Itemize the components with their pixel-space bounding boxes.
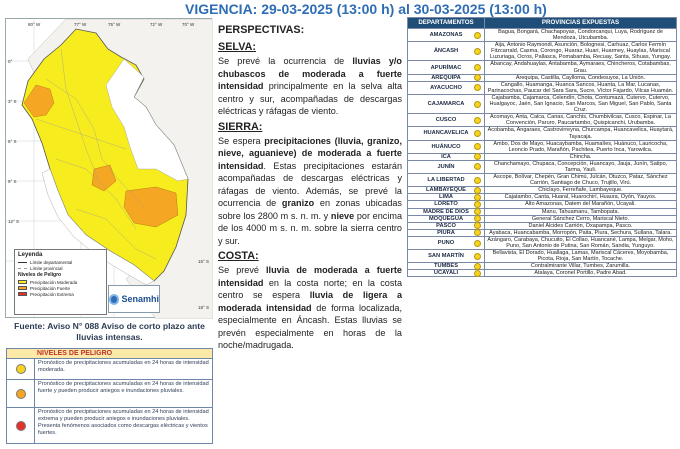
provinces-cell: Chincha. [485, 153, 677, 160]
department-name: PASCO [436, 222, 456, 229]
map-caption: Fuente: Aviso N° 088 Aviso de corto plazo ante lluvias intensas. [14, 321, 205, 342]
provinces-cell: Bagua, Bongará, Chachapoyas, Condorcanqui, Luya, Rodríguez de Mendoza, Utcubamba. [485, 29, 677, 42]
legend-level: Precipitación Fuerte [18, 285, 103, 291]
provinces-cell: Abancay, Andahuaylas, Antabamba, Aymaraes, Chincheros, Cotabambas, Grau. [485, 61, 677, 74]
provinces-cell: Contralmirante Villar, Tumbes, Zarumilla. [485, 263, 677, 270]
sierra-text: Se espera precipitaciones (lluvia, granizo, nieve, aguanieve) de moderada a fuerte intensidad. Estas precipitaciones estarán acompañadas de descargas eléctricas y ráfagas de viento. Además, se prevé la ocurrencia de granizo en zonas ubicadas sobre los 2800 m s. n. m. y nieve por encima de los 4000 m s. n. m. sobre la sierra centro y sur. [218, 135, 403, 246]
provinces-cell: Bellavista, El Dorado, Huallaga, Lamas, Mariscal Cáceres, Moyobamba, Picota, Rioja, San Martín, Tocache. [485, 250, 677, 263]
header-provincias: PROVINCIAS EXPUESTAS [485, 18, 677, 29]
yellow-circle-icon [474, 130, 481, 137]
hazard-level-row: Pronóstico de precipitaciones acumuladas en 24 horas de intensidad extrema y pueden producir aniegos e inundaciones pluviales. Presenta fenómenos asociados como descargas eléctricas y vientos fuertes. [7, 408, 212, 443]
legend-level: Precipitación Extrema [18, 291, 103, 297]
table-row [408, 263, 677, 270]
department-name: PUNO [437, 239, 455, 246]
department-cell [408, 127, 485, 140]
department-name: AYACUCHO [430, 84, 462, 91]
legend-item: Límite departamental [18, 259, 103, 265]
provinces-cell: Acobamba, Angaraes, Castrovirreyna, Churcampa, Huancavelica, Huaytará, Tayacaja. [485, 127, 677, 140]
perspectivas-section [218, 21, 402, 352]
lat-label: 12° S [8, 219, 20, 224]
departments-table [407, 17, 677, 277]
yellow-circle-icon [474, 84, 481, 91]
yellow-circle-icon [474, 177, 481, 184]
department-name: ICA [441, 153, 451, 160]
table-row [408, 140, 677, 153]
department-name: PIURA [437, 229, 455, 236]
yellow-circle-icon [474, 32, 481, 39]
table-row [408, 174, 677, 187]
lat-label: 0° [8, 59, 13, 64]
department-cell [408, 215, 485, 222]
department-name: LORETO [434, 201, 458, 208]
yellow-circle-icon [474, 101, 481, 108]
table-row [408, 74, 677, 81]
provinces-cell: Alto Amazonas, Datem del Marañón, Ucayali. [485, 201, 677, 208]
selva-text: Se prevé la ocurrencia de lluvias y/o chubascos de moderada a fuerte intensidad principalmente en la selva alta centro y sur, acompañadas de descargas eléctricas y ráfagas de viento. [218, 56, 402, 116]
department-name: APURÍMAC [430, 64, 462, 71]
department-name: AREQUIPA [431, 74, 461, 81]
department-cell [408, 250, 485, 263]
department-name: CUSCO [435, 117, 457, 124]
lat-label: 18° S [198, 305, 210, 310]
department-cell [408, 42, 485, 61]
department-cell [408, 140, 485, 153]
legend-title: Leyenda [18, 252, 43, 258]
yellow-circle-icon [16, 364, 26, 374]
lon-label: 75° W [108, 22, 121, 27]
department-cell [408, 94, 485, 113]
department-name: TUMBES [433, 263, 458, 270]
table-row [408, 194, 677, 201]
provinces-cell: Acomayo, Anta, Calca, Canas, Canchis, Chumbivilcas, Cusco, Espinar, La Convención, Paruro, Paucartambo, Quispicanchi, Urubamba. [485, 114, 677, 127]
table-row [408, 42, 677, 61]
department-cell [408, 160, 485, 173]
department-name: HUÁNUCO [431, 143, 461, 150]
costa-heading: COSTA: [218, 250, 259, 262]
hazard-levels-box [6, 348, 213, 444]
provinces-cell: Cajabamba, Cajamarca, Celendín, Chota, Contumazá, Cutervo, Cutervo, Hualgayoc, Jaén, San Ignacio, San Marcos, San Miguel, San Pablo, Santa Cruz. [485, 94, 677, 113]
table-row [408, 29, 677, 42]
department-cell [408, 153, 485, 160]
lon-label: 77° W [74, 22, 87, 27]
department-cell [408, 208, 485, 215]
lat-label: 15° S [198, 259, 210, 264]
department-name: JUNÍN [437, 163, 455, 170]
hazard-level-row: Pronóstico de precipitaciones acumuladas en 24 horas de intensidad moderada. [7, 359, 212, 380]
department-cell [408, 236, 485, 249]
yellow-circle-icon [474, 48, 481, 55]
departments-table-body [408, 29, 677, 277]
department-cell [408, 74, 485, 81]
yellow-circle-icon [474, 215, 481, 222]
table-row [408, 114, 677, 127]
provinces-cell: Atalaya, Coronel Portillo, Padre Abad. [485, 270, 677, 277]
department-name: LA LIBERTAD [427, 177, 465, 184]
table-row [408, 127, 677, 140]
yellow-circle-icon [474, 187, 481, 194]
provinces-cell: Chiclayo, Ferreñafe, Lambayeque. [485, 187, 677, 194]
table-row [408, 160, 677, 173]
department-name: HUANCAVELICA [423, 130, 469, 137]
hazard-level-row: Pronóstico de precipitaciones acumuladas en 24 horas de intensidad fuerte y pueden producir aniegos e inundaciones pluviales. [7, 380, 212, 408]
yellow-circle-icon [474, 163, 481, 170]
selva-heading: SELVA: [218, 41, 256, 53]
lon-label: 70° W [182, 22, 195, 27]
legend-item: Límite provincial [18, 265, 103, 271]
yellow-circle-icon [474, 208, 481, 215]
provinces-cell: Ambo, Dos de Mayo, Huacaybamba, Huamalíes, Huánuco, Lauricocha, Leoncio Prado, Marañón, Pachitea, Puerto Inca, Yarowilca. [485, 140, 677, 153]
table-row [408, 81, 677, 94]
yellow-circle-icon [474, 270, 481, 277]
department-name: LIMA [439, 194, 453, 201]
yellow-circle-icon [474, 253, 481, 260]
department-cell [408, 61, 485, 74]
department-cell [408, 174, 485, 187]
provinces-cell: Cangallo, Huamanga, Huanca Sancos, Huanta, La Mar, Lucanas, Parinacochas, Paucar del Sara Sara, Sucre, Víctor Fajardo, Vilcas Huamán. [485, 81, 677, 94]
department-cell [408, 187, 485, 194]
provinces-cell: Daniel Alcides Carrión, Oxapampa, Pasco. [485, 222, 677, 229]
department-name: ÁNCASH [433, 48, 459, 55]
yellow-circle-icon [474, 194, 481, 201]
table-header [408, 18, 677, 29]
department-cell [408, 229, 485, 236]
department-cell [408, 29, 485, 42]
department-cell [408, 222, 485, 229]
table-row [408, 153, 677, 160]
sierra-heading: SIERRA: [218, 120, 263, 133]
department-name: SAN MARTÍN [428, 253, 464, 260]
provinces-cell: Arequipa, Castilla, Caylloma, Condesuyos, La Unión. [485, 74, 677, 81]
table-row [408, 270, 677, 277]
provinces-cell: Cajatambo, Canta, Huaral, Huarochirí, Huaura, Oyón, Yauyos. [485, 194, 677, 201]
lat-label: 3° S [8, 99, 17, 104]
yellow-circle-icon [474, 263, 481, 270]
yellow-circle-icon [474, 229, 481, 236]
yellow-circle-icon [474, 64, 481, 71]
lon-label: 72° W [150, 22, 163, 27]
legend-level: Precipitación Moderada [18, 279, 103, 285]
table-row [408, 236, 677, 249]
department-cell [408, 81, 485, 94]
lat-label: 6° S [8, 139, 17, 144]
table-row [408, 61, 677, 74]
table-row [408, 201, 677, 208]
table-row [408, 222, 677, 229]
department-cell [408, 114, 485, 127]
costa-text: Se prevé lluvia de moderada a fuerte intensidad en la costa norte; en la costa centro se espera lluvia de ligera a moderada intensidad de forma localizada, especialmente en Áncash. Estas lluvias se prevén especialmente en horas de la noche/madrugada. [218, 265, 402, 350]
department-cell [408, 263, 485, 270]
department-name: MADRE DE DIOS [423, 208, 469, 215]
department-cell [408, 201, 485, 208]
yellow-circle-icon [474, 201, 481, 208]
orange-circle-icon [16, 389, 26, 399]
table-row [408, 94, 677, 113]
yellow-circle-icon [474, 240, 481, 247]
provinces-cell: Ayabaca, Huancabamba, Morropón, Paita, Piura, Sechura, Sullana, Talara. [485, 229, 677, 236]
department-name: CAJAMARCA [427, 101, 465, 108]
perspectivas-title: PERSPECTIVAS: [218, 24, 305, 36]
legend-levels-title: Niveles de Peligro [18, 272, 62, 278]
provinces-cell: Azángaro, Carabaya, Chucuito, El Collao, Huancané, Lampa, Melgar, Moho, Puno, San Antonio de Putina, San Román, Sandia, Yunguyo. [485, 236, 677, 249]
senamhi-logo-icon [109, 294, 119, 305]
department-cell [408, 270, 485, 277]
department-cell [408, 194, 485, 201]
table-row [408, 187, 677, 194]
yellow-circle-icon [474, 117, 481, 124]
department-name: MOQUEGUA [428, 215, 464, 222]
table-row [408, 250, 677, 263]
department-name: LAMBAYEQUE [426, 187, 466, 194]
provinces-cell: Manu, Tahuamanu, Tambopata. [485, 208, 677, 215]
department-name: UCAYALI [433, 270, 459, 277]
provinces-cell: General Sánchez Cerro, Mariscal Nieto. [485, 215, 677, 222]
table-row [408, 229, 677, 236]
provinces-cell: Chanchamayo, Chupaca, Concepción, Huancayo, Jauja, Junín, Satipo, Tarma, Yauli. [485, 160, 677, 173]
header-departamentos: DEPARTAMENTOS [408, 18, 485, 29]
table-row [408, 208, 677, 215]
provinces-cell: Aija, Antonio Raymondi, Asunción, Bolognesi, Carhuaz, Carlos Fermín Fitzcarrald, Casma, Corongo, Huaraz, Huari, Huarmey, Huaylas, Mariscal Luzuriaga, Ocros, Pallasca, Pomabamba, Recuay, Santa, Sihuas, Yungay. [485, 42, 677, 61]
yellow-circle-icon [474, 143, 481, 150]
hazard-levels-title: NIVELES DE PELIGRO [7, 349, 212, 359]
yellow-circle-icon [474, 222, 481, 229]
provinces-cell: Ascope, Bolívar, Chepén, Gran Chimú, Julcán, Otuzco, Pataz, Sánchez Carrión, Santiago de Chuco, Trujillo, Virú. [485, 174, 677, 187]
page-title: VIGENCIA: 29-03-2025 (13:00 h) al 30-03-2025 (13:00 h) [185, 1, 547, 17]
lat-label: 9° S [8, 179, 17, 184]
map-legend [14, 249, 107, 315]
department-name: AMAZONAS [429, 32, 463, 39]
peru-warning-map [5, 18, 212, 318]
yellow-circle-icon [474, 74, 481, 81]
lon-label: 80° W [28, 22, 41, 27]
senamhi-logo: Senamhi [108, 285, 160, 313]
red-circle-icon [16, 421, 26, 431]
yellow-circle-icon [474, 153, 481, 160]
table-row [408, 215, 677, 222]
